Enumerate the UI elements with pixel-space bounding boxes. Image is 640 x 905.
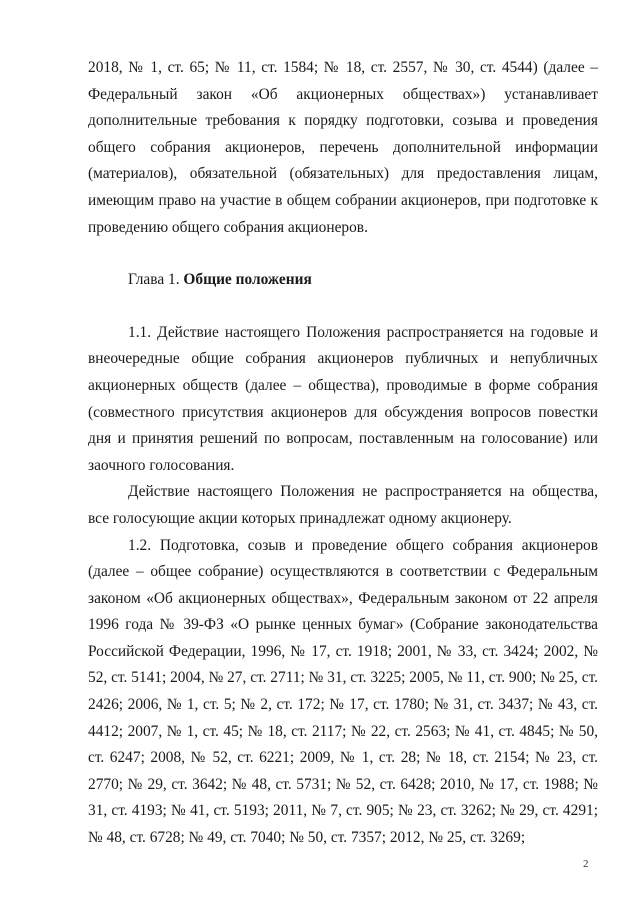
chapter-heading [88, 267, 598, 294]
page-number: 2 [583, 858, 589, 870]
clause-1-1: 1.1. Действие настоящего Положения распространяется на годовые и внеочередные общие собрания акционеров публичных и непубличных акционерных обществ (далее – общества), проводимые в форме собрания (совместного присутствия акционеров для обсуждения вопросов повестки дня и принятия решений по вопросам, поставленным на голосование) или заочного голосования. [88, 323, 598, 474]
document-page [88, 55, 598, 852]
clause-1-1-exception: Действие настоящего Положения не распространяется на общества, все голосующие акции которых принадлежат одному акционеру. [88, 483, 598, 527]
intro-paragraph: 2018, № 1, ст. 65; № 11, ст. 1584; № 18, ст. 2557, № 30, ст. 4544) (далее – Федеральный закон «Об акционерных обществах») устанавливает дополнительные требования к порядку подготовки, созыва и проведения общего собрания акционеров, перечень дополнительной информации (материалов), обязательной (обязательных) для предоставления лицам, имеющим право на участие в общем собрании акционеров, при подготовке к проведению общего собрания акционеров. [88, 59, 598, 236]
clause-1-2: 1.2. Подготовка, созыв и проведение общего собрания акционеров (далее – общее собрание) осуществляются в соответствии с Федеральным законом «Об акционерных обществах», Федеральным законом от 22 апреля 1996 года № 39-ФЗ «О рынке ценных бумаг» (Собрание законодательства Российской Федерации, 1996, № 17, ст. 1918; 2001, № 33, ст. 3424; 2002, № 52, ст. 5141; 2004, № 27, ст. 2711; № 31, ст. 3225; 2005, № 11, ст. 900; № 25, ст. 2426; 2006, № 1, ст. 5; № 2, ст. 172; № 17, ст. 1780; № 31, ст. 3437; № 43, ст. 4412; 2007, № 1, ст. 45; № 18, ст. 2117; № 22, ст. 2563; № 41, ст. 4845; № 50, ст. 6247; 2008, № 52, ст. 6221; 2009, № 1, ст. 28; № 18, ст. 2154; № 23, ст. 2770; № 29, ст. 3642; № 48, ст. 5731; № 52, ст. 6428; 2010, № 17, ст. 1988; № 31, ст. 4193; № 41, ст. 5193; 2011, № 7, ст. 905; № 23, ст. 3262; № 29, ст. 4291; № 48, ст. 6728; № 49, ст. 7040; № 50, ст. 7357; 2012, № 25, ст. 3269; [88, 536, 598, 847]
chapter-title: Общие положения [183, 271, 312, 289]
chapter-number: Глава 1. [128, 271, 180, 289]
